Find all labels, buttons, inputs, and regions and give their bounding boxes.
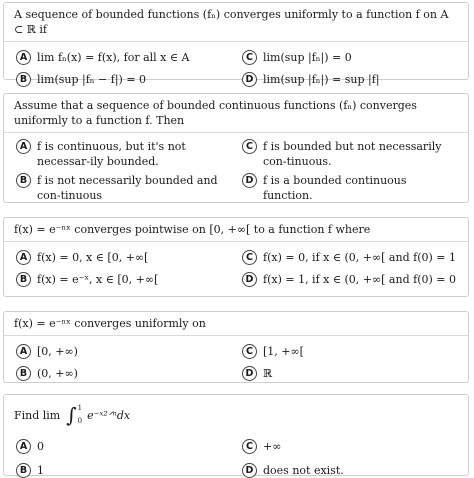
option-text: 0: [37, 440, 44, 453]
question-prompt: A sequence of bounded functions (fₙ) converges uniformly to a function f on A ⊂ ℝ if: [14, 8, 449, 36]
divider: [4, 241, 468, 242]
option-c[interactable]: [242, 344, 304, 359]
question-prompt: [4, 395, 468, 429]
option-d[interactable]: [242, 366, 272, 381]
option-letter-badge: D: [242, 272, 257, 287]
option-letter-badge: A: [16, 250, 31, 265]
option-b[interactable]: [16, 366, 78, 381]
option-a[interactable]: [16, 344, 78, 359]
question-prompt: f(x) = e⁻ⁿˣ converges uniformly on: [14, 317, 206, 330]
option-c[interactable]: [242, 50, 352, 65]
prompt-prefix: Find lim: [14, 408, 61, 422]
option-text: 1: [37, 464, 44, 477]
option-text: lim fₙ(x) = f(x), for all x ∈ A: [37, 51, 190, 64]
option-b[interactable]: [16, 463, 44, 478]
option-text: f(x) = 0, x ∈ [0, +∞[: [37, 251, 149, 264]
integral-lower-limit: 0: [77, 417, 83, 425]
question-prompt: Assume that a sequence of bounded continuous functions (fₙ) converges uniformly to a function f. Then: [14, 99, 417, 127]
option-a[interactable]: [16, 250, 148, 265]
integrand: e⁻ˣ²ᐟⁿdx: [87, 408, 131, 422]
option-text: does not exist.: [263, 464, 344, 477]
option-letter-badge: D: [242, 72, 257, 87]
option-b[interactable]: [16, 72, 146, 87]
option-b[interactable]: [16, 272, 158, 287]
option-letter-badge: B: [16, 173, 31, 188]
option-text: [0, +∞): [37, 345, 78, 358]
option-d[interactable]: [242, 463, 344, 478]
option-text: lim(sup |fₙ − f|) = 0: [37, 73, 147, 86]
option-text: lim(sup |fₙ|) = 0: [263, 51, 352, 64]
option-letter-badge: A: [16, 50, 31, 65]
option-letter-badge: C: [242, 50, 257, 65]
question-card-2: [3, 93, 469, 203]
option-text: [1, +∞[: [263, 345, 304, 358]
option-letter-badge: C: [242, 439, 257, 454]
option-letter-badge: D: [242, 366, 257, 381]
divider: [4, 335, 468, 336]
option-a[interactable]: [16, 139, 231, 169]
option-text: ℝ: [263, 367, 273, 380]
option-letter-badge: B: [16, 463, 31, 478]
option-letter-badge: D: [242, 463, 257, 478]
option-text: +∞: [263, 440, 282, 453]
option-letter-badge: B: [16, 72, 31, 87]
option-text: f is a bounded continuous function.: [263, 174, 407, 202]
question-prompt: f(x) = e⁻ⁿˣ converges pointwise on [0, +∞[ to a function f where: [14, 223, 371, 236]
integral-expression: [66, 404, 130, 426]
option-letter-badge: B: [16, 366, 31, 381]
option-a[interactable]: [16, 439, 44, 454]
option-text: lim(sup |fₙ|) = sup |f|: [263, 73, 380, 86]
option-d[interactable]: [242, 72, 380, 87]
option-text: f is continuous, but it's not necessar-ily bounded.: [37, 140, 186, 168]
question-card-5: [3, 394, 469, 476]
option-letter-badge: C: [242, 250, 257, 265]
option-a[interactable]: [16, 50, 189, 65]
divider: [4, 41, 468, 42]
option-c[interactable]: [242, 139, 457, 169]
option-letter-badge: B: [16, 272, 31, 287]
question-card-1: [3, 2, 469, 86]
option-d[interactable]: [242, 173, 457, 203]
option-c[interactable]: [242, 439, 281, 454]
option-text: f(x) = 1, if x ∈ (0, +∞[ and f(0) = 0: [263, 273, 456, 286]
option-b[interactable]: [16, 173, 231, 203]
option-letter-badge: A: [16, 139, 31, 154]
option-text: f is bounded but not necessarily con-tinuous.: [263, 140, 442, 168]
option-letter-badge: C: [242, 344, 257, 359]
integral-sign: ∫: [66, 403, 77, 427]
question-card-3: [3, 217, 469, 297]
option-text: f is not necessarily bounded and con-tinuous: [37, 174, 218, 202]
option-text: (0, +∞): [37, 367, 78, 380]
option-d[interactable]: [242, 272, 456, 287]
option-c[interactable]: [242, 250, 456, 265]
question-card-4: [3, 311, 469, 383]
integral-upper-limit: 1: [77, 404, 83, 412]
option-text: f(x) = e⁻ˣ, x ∈ [0, +∞[: [37, 273, 159, 286]
option-text: f(x) = 0, if x ∈ (0, +∞[ and f(0) = 1: [263, 251, 456, 264]
divider: [4, 132, 468, 133]
option-letter-badge: A: [16, 344, 31, 359]
option-letter-badge: A: [16, 439, 31, 454]
option-letter-badge: C: [242, 139, 257, 154]
option-letter-badge: D: [242, 173, 257, 188]
